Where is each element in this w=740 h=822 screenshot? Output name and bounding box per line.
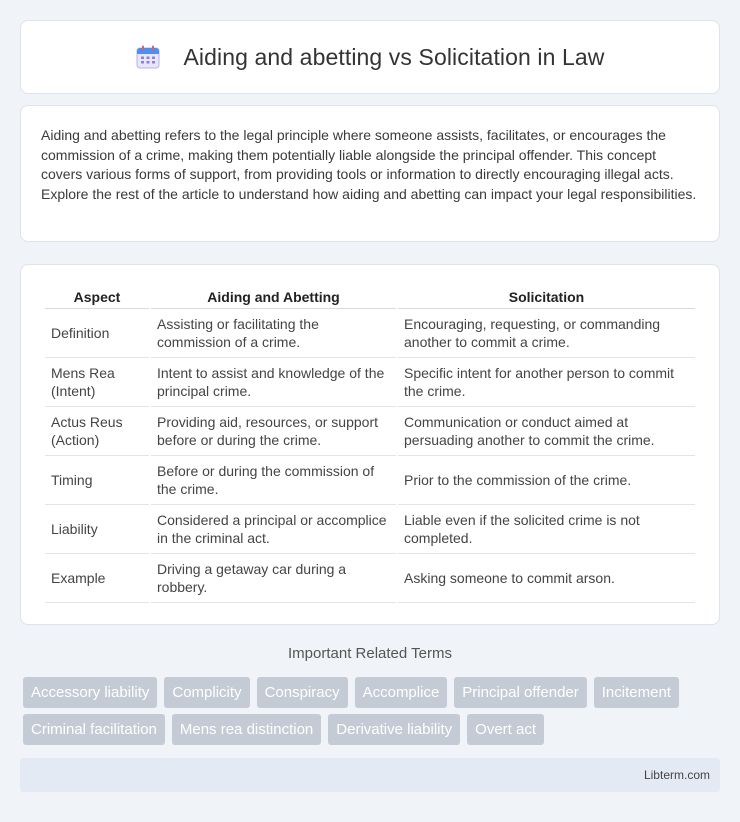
footer-site-link[interactable]: Libterm.com: [643, 768, 710, 782]
solicitation-cell: Liable even if the solicited crime is not completed.: [398, 505, 695, 554]
table-header-row: [45, 283, 695, 309]
tag-overt-act[interactable]: Overt act: [467, 714, 544, 745]
intro-paragraph: Aiding and abetting refers to the legal principle where someone assists, facilitates, or encourages the commission of a crime, making them potentially liable alongside the principal offender. This concept covers various forms of support, from providing tools or information to directly encouraging illegal acts. Explore the rest of the article to understand how aiding and abetting can impact your legal responsibilities.: [41, 127, 697, 202]
solicitation-cell: Specific intent for another person to commit the crime.: [398, 358, 695, 407]
aiding-cell: Providing aid, resources, or support before or during the crime.: [151, 407, 396, 456]
intro-card: [20, 105, 720, 242]
related-terms-list: [23, 677, 723, 745]
comparison-card: [20, 264, 720, 625]
header-solicitation: Solicitation: [398, 283, 695, 309]
tag-derivative-liability[interactable]: Derivative liability: [328, 714, 460, 745]
aiding-cell: Assisting or facilitating the commission of a crime.: [151, 309, 396, 358]
solicitation-cell: Communication or conduct aimed at persuading another to commit the crime.: [398, 407, 695, 456]
table-row: [45, 358, 695, 407]
aspect-cell: Mens Rea (Intent): [45, 358, 149, 407]
table-row: [45, 554, 695, 603]
tag-accomplice[interactable]: Accomplice: [355, 677, 448, 708]
tag-accessory-liability[interactable]: Accessory liability: [23, 677, 157, 708]
solicitation-cell: Prior to the commission of the crime.: [398, 456, 695, 505]
related-terms-title: Important Related Terms: [288, 645, 452, 662]
aspect-cell: Liability: [45, 505, 149, 554]
aspect-cell: Timing: [45, 456, 149, 505]
tag-principal-offender[interactable]: Principal offender: [454, 677, 586, 708]
title-card: [20, 20, 720, 94]
table-row: [45, 505, 695, 554]
calendar-icon: [135, 44, 161, 70]
aspect-cell: Example: [45, 554, 149, 603]
tag-mens-rea-distinction[interactable]: Mens rea distinction: [172, 714, 321, 745]
footer: [20, 758, 720, 792]
aiding-cell: Considered a principal or accomplice in the criminal act.: [151, 505, 396, 554]
table-row: [45, 309, 695, 358]
tag-complicity[interactable]: Complicity: [164, 677, 249, 708]
aspect-cell: Actus Reus (Action): [45, 407, 149, 456]
header-aspect: Aspect: [45, 283, 149, 309]
aiding-cell: Driving a getaway car during a robbery.: [151, 554, 396, 603]
header-aiding-abetting: Aiding and Abetting: [151, 283, 396, 309]
solicitation-cell: Asking someone to commit arson.: [398, 554, 695, 603]
tag-criminal-facilitation[interactable]: Criminal facilitation: [23, 714, 165, 745]
table-row: [45, 456, 695, 505]
aiding-cell: Intent to assist and knowledge of the principal crime.: [151, 358, 396, 407]
aiding-cell: Before or during the commission of the crime.: [151, 456, 396, 505]
tag-incitement[interactable]: Incitement: [594, 677, 679, 708]
comparison-table: [43, 283, 697, 603]
solicitation-cell: Encouraging, requesting, or commanding another to commit a crime.: [398, 309, 695, 358]
table-row: [45, 407, 695, 456]
tag-conspiracy[interactable]: Conspiracy: [257, 677, 348, 708]
aspect-cell: Definition: [45, 309, 149, 358]
page-title: Aiding and abetting vs Solicitation in Law: [183, 43, 605, 70]
